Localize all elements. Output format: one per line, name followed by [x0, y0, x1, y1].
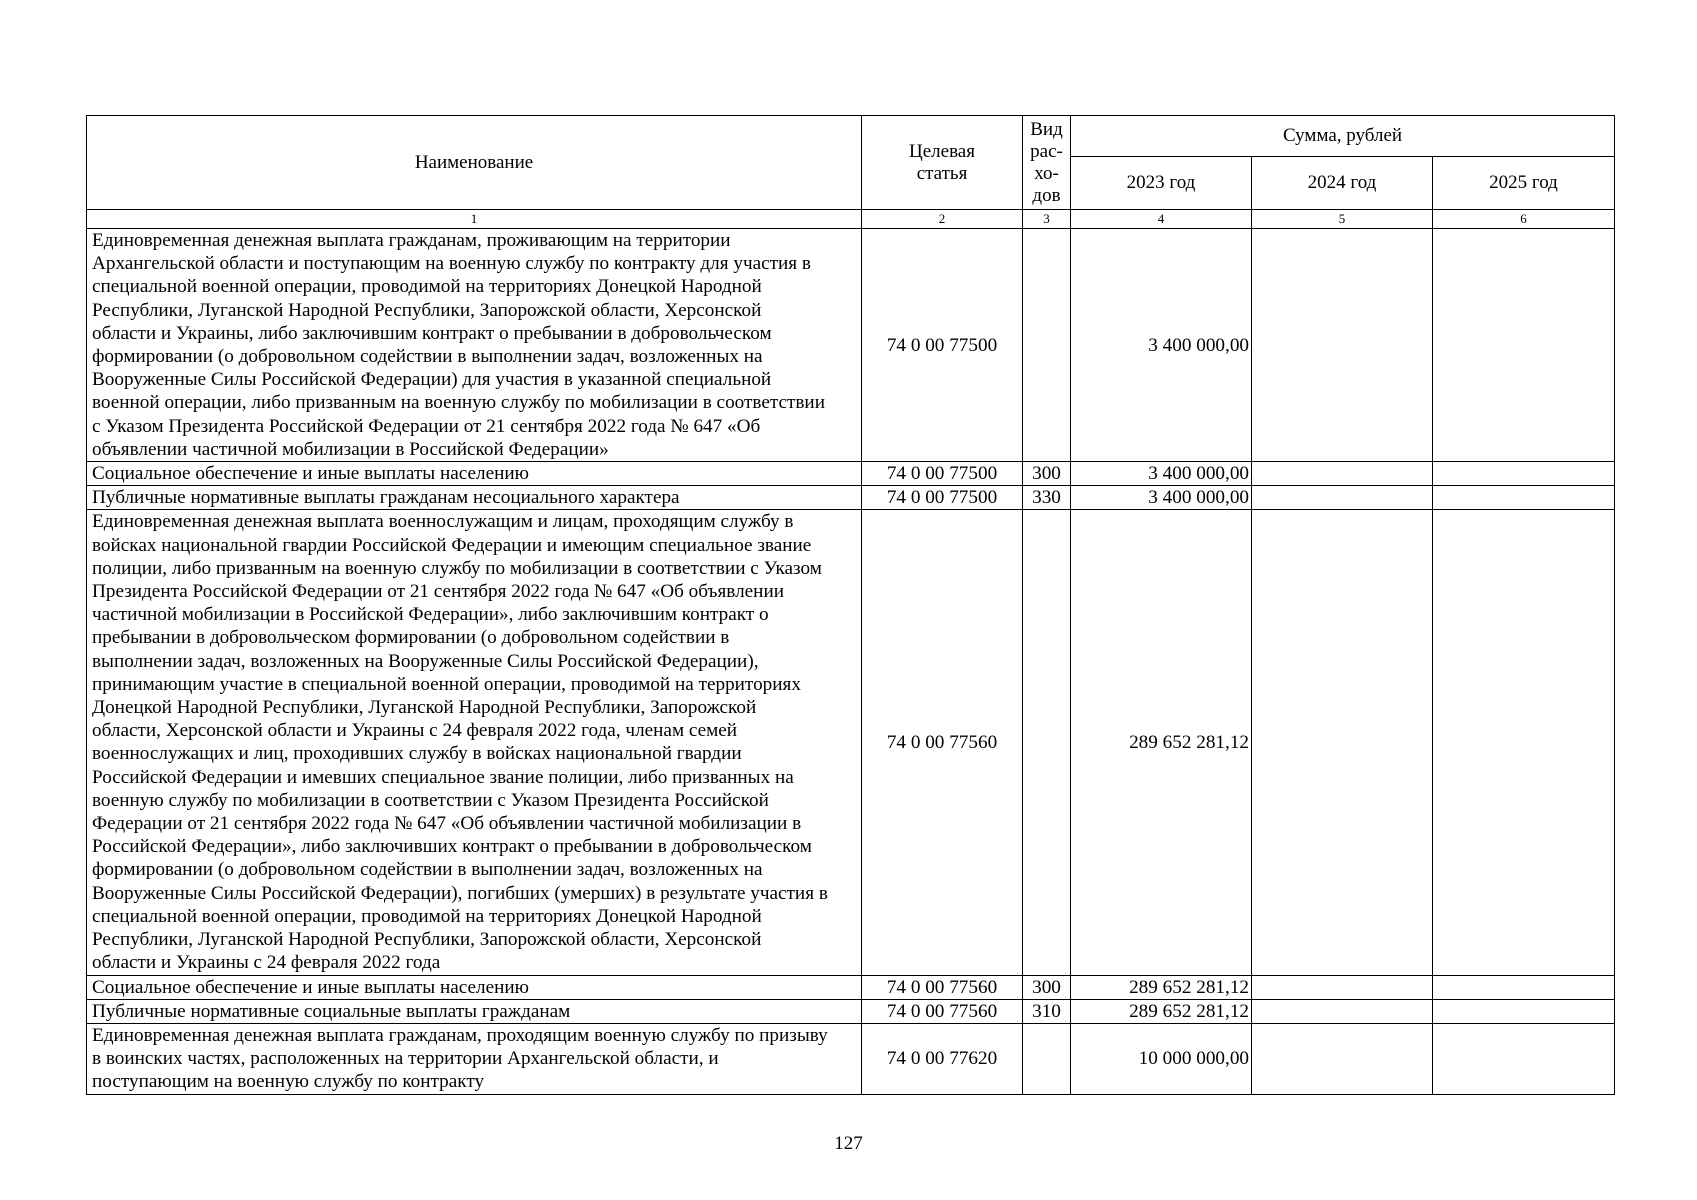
row-name-line: специальной военной операции, проводимой на территориях Донецкой Народной: [92, 276, 762, 298]
row-amount-2025: [1433, 486, 1615, 510]
column-number: 2: [862, 210, 1023, 229]
row-amount-2025: [1433, 462, 1615, 486]
row-name-line: области, Херсонской области и Украины с 24 февраля 2022 года, членам семей: [92, 720, 738, 742]
row-name-line: формировании (о добровольном содействии в выполнении задач, возложенных на: [92, 346, 763, 368]
row-amount-2024: [1252, 462, 1433, 486]
header-row-1: [87, 116, 1615, 157]
row-name-line: Единовременная денежная выплата гражданам, проживающим на территории: [92, 230, 731, 251]
row-name-line: Социальное обеспечение и иные выплаты населению: [92, 976, 529, 998]
page-number: 127: [834, 1133, 863, 1154]
header-name: Наименование: [87, 116, 862, 210]
row-target-article: 74 0 00 77560: [862, 975, 1023, 999]
row-name: [87, 510, 862, 975]
row-amount-2025: [1433, 975, 1615, 999]
table-row: [87, 486, 1615, 510]
column-number: 6: [1433, 210, 1615, 229]
row-name: [87, 975, 862, 999]
column-number: 5: [1252, 210, 1433, 229]
row-amount-2025: [1433, 999, 1615, 1023]
row-target-article: 74 0 00 77500: [862, 486, 1023, 510]
row-name-line: войсках национальной гвардии Российской Федерации и имеющим специальное звание: [92, 534, 812, 556]
header-year-2024: 2024 год: [1252, 157, 1433, 210]
row-target-article: 74 0 00 77560: [862, 999, 1023, 1023]
row-amount-2024: [1252, 229, 1433, 462]
row-name-line: военную службу по мобилизации в соответствии с Указом Президента Российской: [92, 789, 769, 811]
row-name-line: военнослужащих и лиц, проходивших службу в войсках национальной гвардии: [92, 743, 742, 765]
row-name-line: Единовременная денежная выплата гражданам, проходящим военную службу по призыву: [92, 1024, 828, 1046]
row-name-line: полиции, либо призванным на военную службу по мобилизации в соответствии с Указом: [92, 557, 822, 579]
table-row: [87, 229, 1615, 462]
row-name-line: Архангельской области и поступающим на военную службу по контракту для участия в: [92, 253, 811, 275]
row-name-line: с Указом Президента Российской Федерации от 21 сентября 2022 года № 647 «Об: [92, 415, 761, 437]
row-amount-2023: 289 652 281,12: [1071, 975, 1252, 999]
table-row: [87, 510, 1615, 975]
row-amount-2023: 3 400 000,00: [1071, 462, 1252, 486]
row-name: [87, 486, 862, 510]
header-year-2025: 2025 год: [1433, 157, 1615, 210]
row-name-line: Социальное обеспечение и иные выплаты населению: [92, 463, 529, 485]
row-amount-2025: [1433, 229, 1615, 462]
header-year-2023: 2023 год: [1071, 157, 1252, 210]
row-expense-type: 300: [1023, 462, 1071, 486]
row-name-line: в воинских частях, расположенных на территории Архангельской области, и: [92, 1048, 719, 1070]
row-name-line: области и Украины с 24 февраля 2022 года: [92, 952, 441, 974]
column-number: 4: [1071, 210, 1252, 229]
row-amount-2023: 3 400 000,00: [1071, 229, 1252, 462]
row-name: [87, 1023, 862, 1094]
row-name-line: Российской Федерации и имевших специальное звание полиции, либо призванных на: [92, 766, 794, 788]
table-row: [87, 1023, 1615, 1094]
row-name-line: Республики, Луганской Народной Республики, Запорожской области, Херсонской: [92, 299, 762, 321]
row-expense-type: [1023, 510, 1071, 975]
row-name-line: Донецкой Народной Республики, Луганской Народной Республики, Запорожской: [92, 697, 757, 719]
row-name-line: частичной мобилизации в Российской Федерации», либо заключившим контракт о: [92, 604, 769, 626]
row-amount-2024: [1252, 1023, 1433, 1094]
row-name: [87, 229, 862, 462]
row-amount-2024: [1252, 486, 1433, 510]
row-amount-2023: 289 652 281,12: [1071, 510, 1252, 975]
row-name-line: Вооруженные Силы Российской Федерации), погибших (умерших) в результате участия в: [92, 882, 828, 904]
budget-table: [86, 115, 1615, 1095]
header-expense-type: Вид рас- хо- дов: [1023, 116, 1071, 210]
row-expense-type: 310: [1023, 999, 1071, 1023]
row-name-line: объявлении частичной мобилизации в Российской Федерации»: [92, 438, 609, 460]
row-expense-type: [1023, 229, 1071, 462]
row-amount-2024: [1252, 975, 1433, 999]
row-expense-type: [1023, 1023, 1071, 1094]
row-expense-type: 300: [1023, 975, 1071, 999]
row-amount-2023: 3 400 000,00: [1071, 486, 1252, 510]
row-name-line: поступающим на военную службу по контракту: [92, 1071, 485, 1093]
table-row: [87, 462, 1615, 486]
row-target-article: 74 0 00 77500: [862, 462, 1023, 486]
table-row: [87, 999, 1615, 1023]
row-name-line: Республики, Луганской Народной Республики, Запорожской области, Херсонской: [92, 929, 762, 951]
row-amount-2025: [1433, 510, 1615, 975]
row-name-line: Федерации от 21 сентября 2022 года № 647 «Об объявлении частичной мобилизации в: [92, 813, 802, 835]
row-target-article: 74 0 00 77560: [862, 510, 1023, 975]
row-amount-2025: [1433, 1023, 1615, 1094]
row-name-line: принимающим участие в специальной военной операции, проводимой на территориях: [92, 673, 801, 695]
row-name: [87, 999, 862, 1023]
row-name-line: Единовременная денежная выплата военнослужащим и лицам, проходящим службу в: [92, 511, 794, 533]
row-amount-2024: [1252, 510, 1433, 975]
row-name-line: специальной военной операции, проводимой на территориях Донецкой Народной: [92, 905, 762, 927]
row-name-line: Президента Российской Федерации от 21 сентября 2022 года № 647 «Об объявлении: [92, 581, 784, 603]
row-name-line: Вооруженные Силы Российской Федерации) для участия в указанной специальной: [92, 369, 772, 391]
row-expense-type: 330: [1023, 486, 1071, 510]
row-name-line: Публичные нормативные выплаты гражданам несоциального характера: [92, 487, 680, 509]
column-number-row: [87, 210, 1615, 229]
row-target-article: 74 0 00 77620: [862, 1023, 1023, 1094]
header-sum: Сумма, рублей: [1071, 116, 1615, 157]
header-target-article: Целевая статья: [862, 116, 1023, 210]
column-number: 3: [1023, 210, 1071, 229]
row-amount-2024: [1252, 999, 1433, 1023]
table-row: [87, 975, 1615, 999]
row-amount-2023: 289 652 281,12: [1071, 999, 1252, 1023]
row-name-line: пребывании в добровольческом формировании (о добровольном содействии в: [92, 627, 730, 649]
row-name-line: Публичные нормативные социальные выплаты гражданам: [92, 1000, 571, 1022]
column-number: 1: [87, 210, 862, 229]
row-name-line: Российской Федерации», либо заключивших контракт о пребывании в добровольческом: [92, 836, 812, 858]
row-amount-2023: 10 000 000,00: [1071, 1023, 1252, 1094]
row-name-line: формировании (о добровольном содействии в выполнении задач, возложенных на: [92, 859, 763, 881]
row-name: [87, 462, 862, 486]
row-name-line: военной операции, либо призванным на военную службу по мобилизации в соответствии: [92, 392, 825, 414]
row-name-line: области и Украины, либо заключившим контракт о пребывании в добровольческом: [92, 322, 772, 344]
row-target-article: 74 0 00 77500: [862, 229, 1023, 462]
row-name-line: выполнении задач, возложенных на Вооруженные Силы Российской Федерации),: [92, 650, 759, 672]
